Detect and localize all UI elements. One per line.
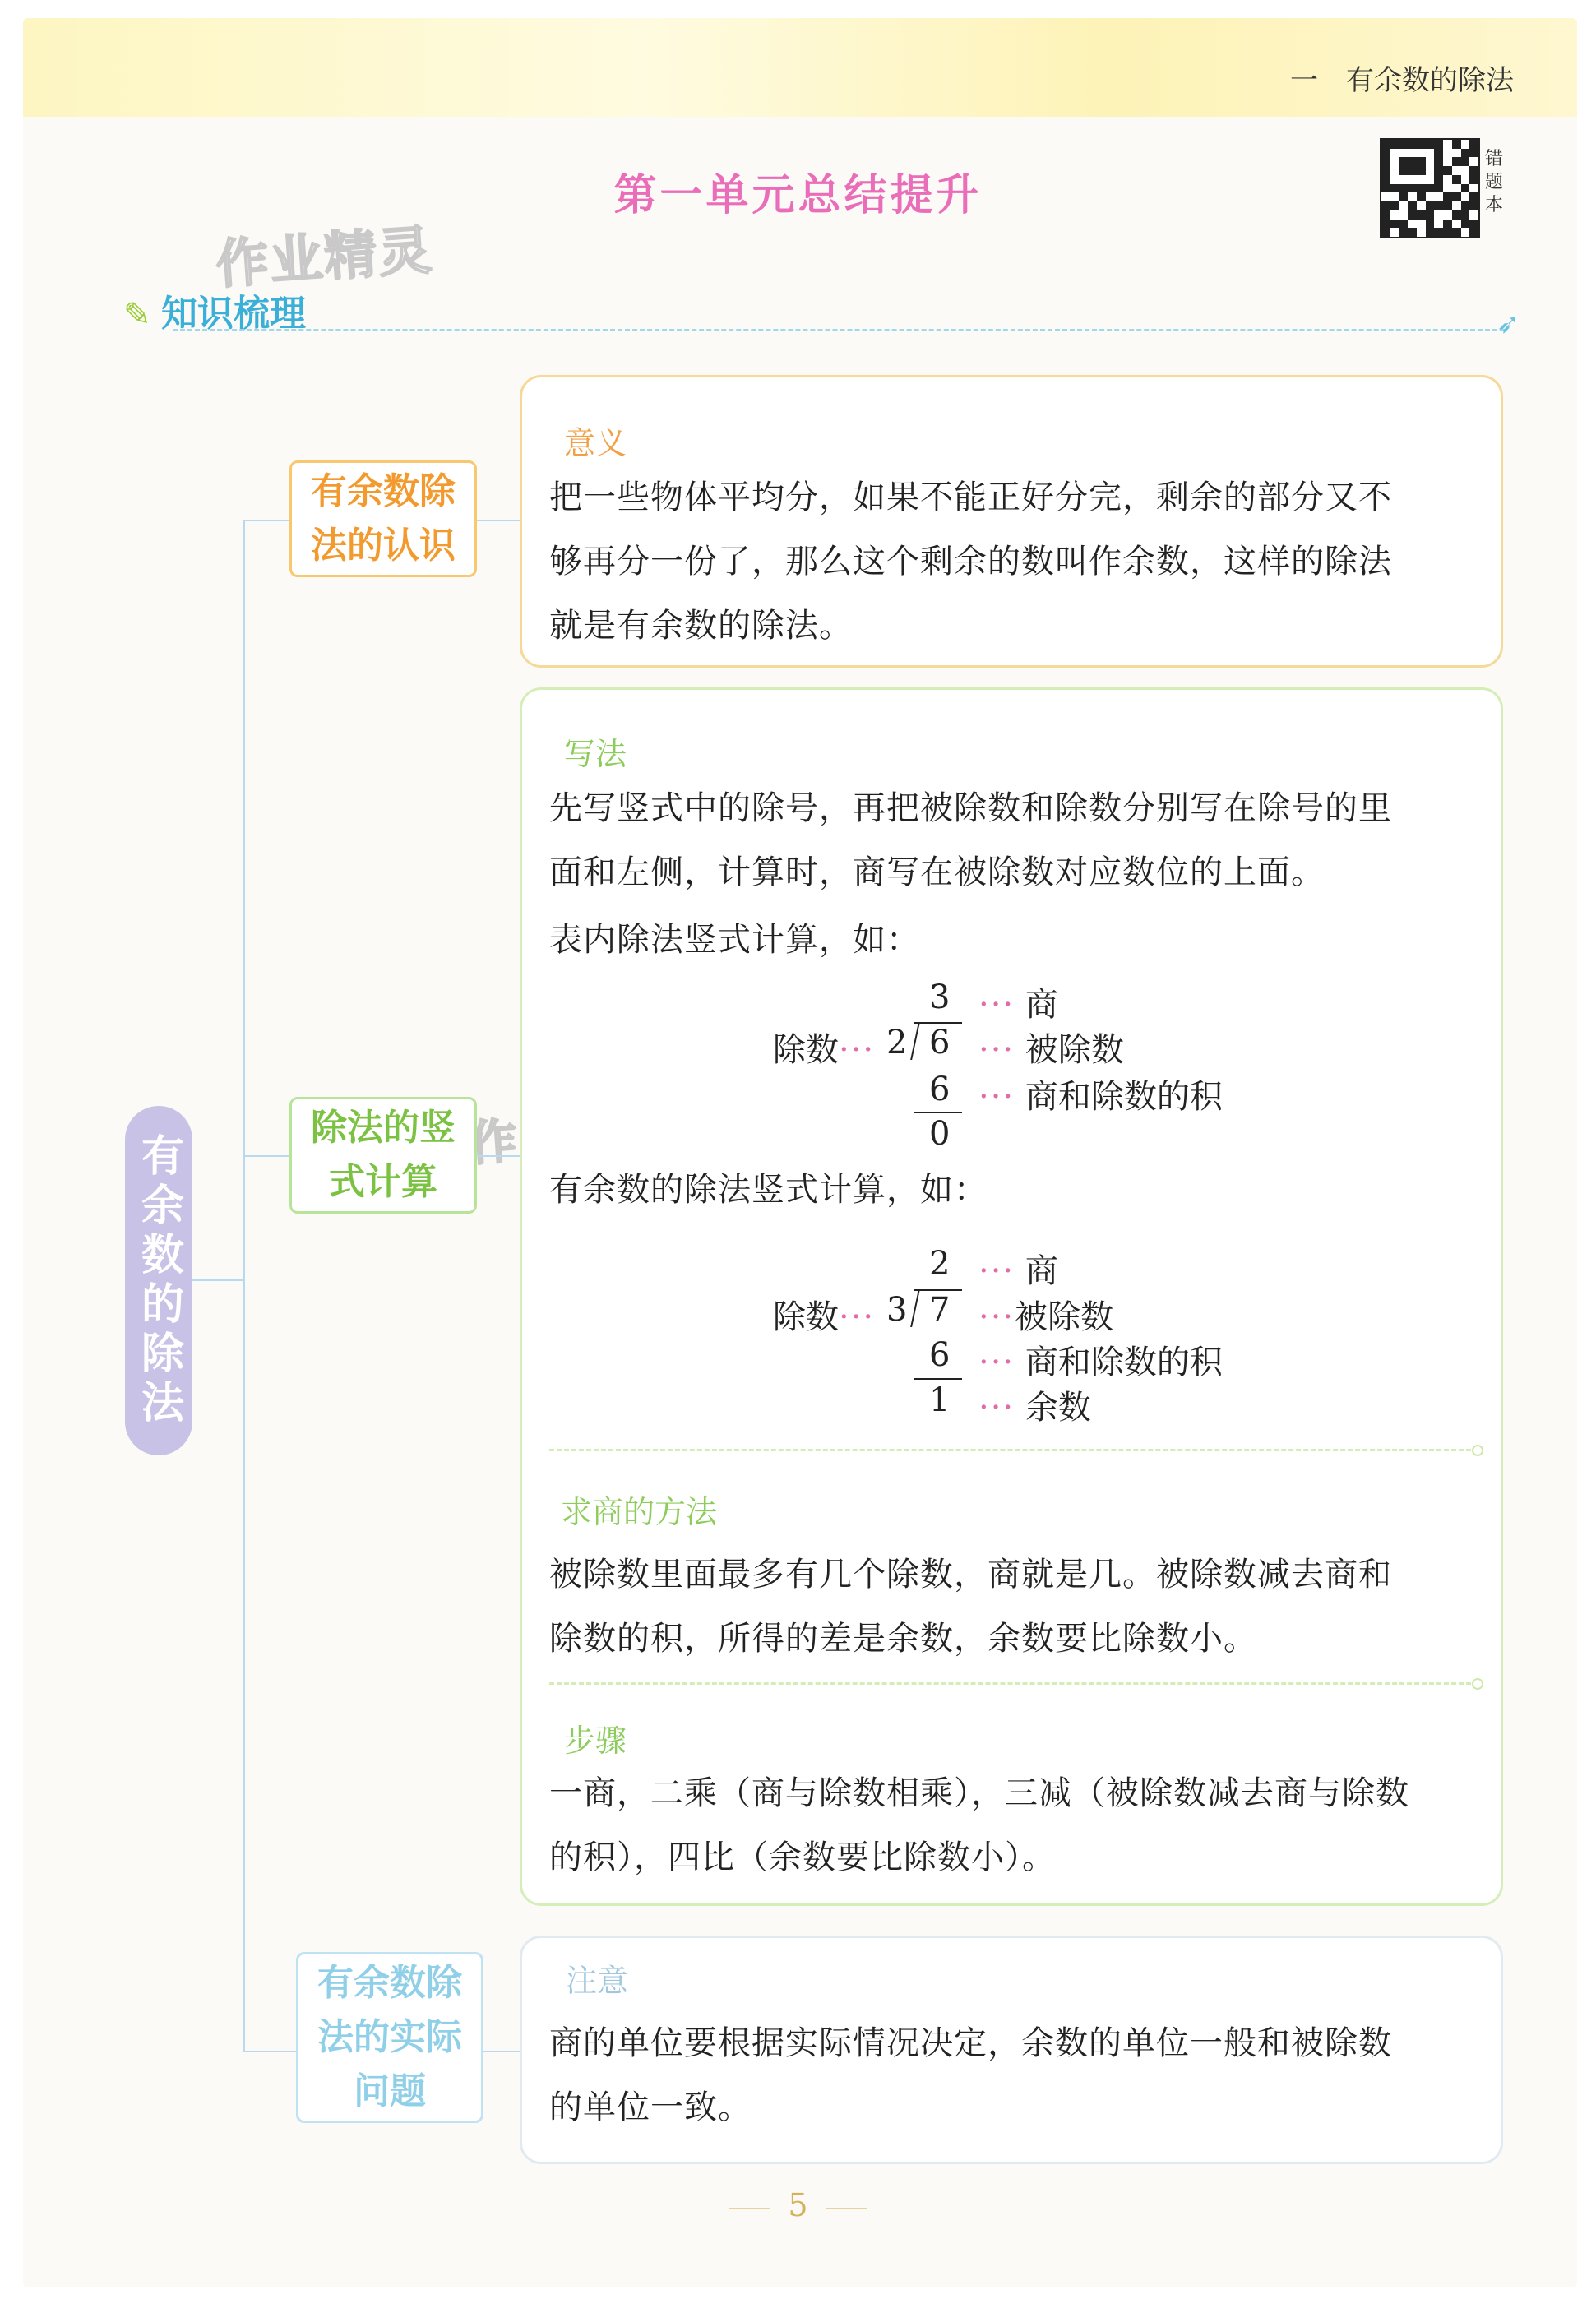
text-line: 一商，二乘（商与除数相乘），三减（被除数减去商与除数	[549, 1774, 1409, 1812]
page-number-rule	[729, 2208, 770, 2209]
text-line: 先写竖式中的除号，再把被除数和除数分别写在除号的里	[549, 789, 1392, 827]
steps-text	[549, 1761, 1409, 1890]
product-annotation	[978, 1071, 1223, 1117]
text-line: 商的单位要根据实际情况决定，余数的单位一般和被除数	[549, 2024, 1392, 2062]
card-label-writing: 写法	[564, 736, 627, 772]
chapter-title: 有余数的除法	[1346, 64, 1514, 97]
text-line: 把一些物体平均分，如果不能正好分完，剩余的部分又不	[549, 479, 1392, 516]
page-number-value: 5	[788, 2187, 808, 2223]
pen-tip-icon: ➶	[1497, 308, 1520, 340]
dashed-separator	[549, 1449, 1478, 1451]
annotation-label: 商	[1025, 1252, 1058, 1290]
root-label: 有余数的除法	[133, 1132, 183, 1429]
quotient-annotation	[978, 1245, 1058, 1292]
text-line: 的单位一致。	[549, 2089, 752, 2126]
chapter-number: 一	[1290, 64, 1318, 97]
topic-card-connector	[474, 1155, 520, 1157]
divisor-annotation	[773, 1291, 875, 1338]
card-label-steps: 步骤	[564, 1723, 627, 1759]
tree-root-connector	[192, 1279, 243, 1281]
leader-dots: ···	[978, 986, 1015, 1024]
quotient-value: 2	[929, 1245, 951, 1283]
topic-card-connector	[474, 520, 520, 521]
dividend-value: 6	[929, 1024, 951, 1062]
divisor-value: 3	[886, 1291, 908, 1329]
remainder-value: 1	[929, 1381, 951, 1419]
example2-intro: 有余数的除法竖式计算，如：	[549, 1171, 988, 1209]
pencil-icon: ✎	[123, 296, 151, 334]
leader-dots: ···	[839, 1031, 876, 1069]
annotation-label: 除数	[773, 1031, 839, 1069]
meaning-text	[549, 465, 1392, 658]
tree-trunk-line	[243, 520, 245, 2051]
subtraction-line	[914, 1378, 962, 1380]
tree-branch-line	[243, 1155, 293, 1157]
product-annotation	[978, 1336, 1223, 1383]
quotient-value: 3	[929, 978, 951, 1016]
remainder-annotation	[978, 1381, 1091, 1428]
quotient-annotation	[978, 978, 1058, 1025]
annotation-label: 除数	[773, 1298, 839, 1336]
dividend-value: 7	[929, 1291, 951, 1329]
text-line: 面和左侧，计算时，商写在被除数对应数位的上面。	[549, 853, 1325, 891]
topic-label: 有余数除法的实际问题	[317, 1962, 462, 2112]
topic-practical-problems	[296, 1952, 483, 2123]
card-label-method: 求商的方法	[561, 1494, 718, 1530]
page-number-rule	[826, 2208, 867, 2209]
text-line: 除数的积，所得的差是余数，余数要比除数小。	[549, 1620, 1257, 1658]
card-label-note: 注意	[566, 1963, 629, 1999]
remainder-value: 0	[929, 1115, 951, 1153]
dividend-annotation	[978, 1024, 1124, 1071]
leader-dots: ···	[978, 1389, 1015, 1427]
annotation-label: 被除数	[1025, 1031, 1124, 1069]
dividend-annotation	[978, 1291, 1113, 1338]
text-line: 就是有余数的除法。	[549, 607, 853, 645]
leader-dots: ···	[839, 1298, 876, 1336]
leader-dots: ···	[978, 1031, 1015, 1069]
annotation-label: 被除数	[1015, 1298, 1114, 1336]
product-value: 6	[929, 1336, 951, 1374]
annotation-label: 商	[1025, 986, 1058, 1024]
page-number	[0, 2187, 1596, 2223]
text-line: 被除数里面最多有几个除数，商就是几。被除数减去商和	[549, 1556, 1392, 1594]
method-text	[549, 1543, 1392, 1671]
subtraction-line	[914, 1112, 962, 1113]
tree-branch-line	[243, 2051, 296, 2052]
section-divider	[173, 329, 1505, 331]
watermark: 作业精灵	[214, 220, 435, 297]
annotation-label: 商和除数的积	[1025, 1344, 1223, 1381]
writing-text	[549, 776, 1392, 904]
topic-recognition	[289, 460, 477, 577]
example1-intro: 表内除法竖式计算，如：	[549, 921, 920, 959]
topic-label: 除法的竖式计算	[311, 1107, 456, 1203]
leader-dots: ···	[978, 1298, 1015, 1336]
product-value: 6	[929, 1071, 951, 1108]
mindmap-root	[125, 1106, 192, 1455]
card-label-meaning: 意义	[564, 425, 627, 461]
divisor-value: 2	[886, 1024, 908, 1062]
qr-label: 错题本	[1485, 149, 1504, 215]
annotation-label: 商和除数的积	[1025, 1078, 1223, 1116]
note-text	[549, 2011, 1392, 2139]
leader-dots: ···	[978, 1252, 1015, 1290]
leader-dots: ···	[978, 1078, 1015, 1116]
leader-dots: ···	[978, 1344, 1015, 1381]
text-line: 的积），四比（余数要比除数小）。	[549, 1839, 1056, 1876]
topic-vertical-calculation	[289, 1097, 477, 1214]
annotation-label: 余数	[1025, 1389, 1091, 1427]
topic-label: 有余数除法的认识	[311, 470, 456, 567]
chapter-header	[1290, 58, 1514, 98]
tree-branch-line	[243, 520, 293, 521]
page-title: 第一单元总结提升	[613, 171, 983, 220]
dashed-separator	[549, 1682, 1478, 1685]
section-title: 知识梳理	[161, 293, 306, 335]
text-line: 够再分一份了，那么这个剩余的数叫作余数，这样的除法	[549, 543, 1392, 581]
qr-code-icon[interactable]	[1380, 138, 1480, 238]
divisor-annotation	[773, 1024, 875, 1071]
